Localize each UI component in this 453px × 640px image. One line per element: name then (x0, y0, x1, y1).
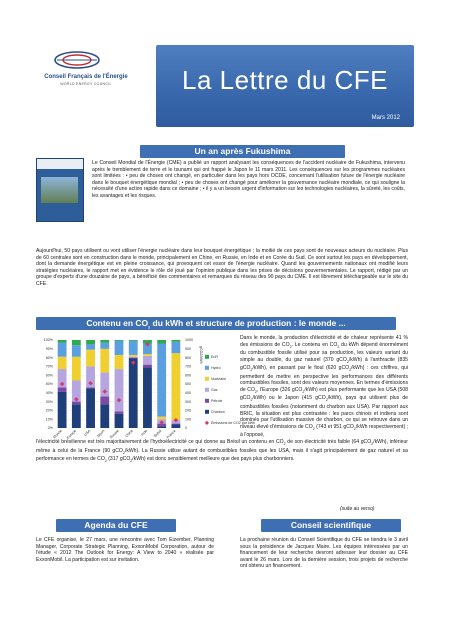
bar-segment-charbon (72, 404, 81, 428)
legend-label: Gaz (211, 388, 218, 392)
newsletter-title: La Lettre du CFE (182, 65, 388, 95)
y-tick-right: 400 (185, 391, 191, 395)
y-tick-left: 30% (45, 399, 53, 404)
bar-segment-enr (58, 340, 67, 343)
y-tick-left: 10% (45, 417, 53, 422)
y-tick-left: 100% (43, 338, 53, 343)
y-tick-left: 90% (45, 347, 53, 351)
bar-segment-charbon (115, 414, 124, 428)
x-tick-label: USA (83, 428, 92, 437)
section-title-agenda: Agenda du CFE (56, 519, 176, 532)
y-tick-left: 50% (45, 382, 53, 387)
legend-swatch (205, 388, 209, 392)
legend-swatch (205, 399, 209, 403)
co2-structure-chart (33, 336, 256, 446)
y-tick-left: 80% (45, 355, 53, 360)
legend-swatch (205, 410, 209, 414)
bar-segment-hydro (100, 343, 109, 349)
y-tick-left: 60% (45, 373, 53, 378)
bar-segment-pétrole (86, 388, 95, 389)
contenu-text-full: l'électricité brésilienne est très majoritairement de l'hydroélectricité ce qui donne au Brésil un contenu en $CO_2$ de son électricité très faible (64 gCO$_2$/kWh), inférieur même à celui de la France (90 gCO$_2$/kWh). La Russie utilise autant de combustibles fossiles que les USA, mais il s'agit principalement de gaz naturel et sa performance en termes de $CO_2$ (317 gCO$_2$/kWh) est donc sensiblement meilleure que des pays plus charbonniers. (36, 439, 409, 464)
bar-segment-nucléaire (157, 417, 166, 420)
legend-label: Charbon (211, 410, 225, 414)
y-tick-left: 70% (45, 364, 53, 369)
bar-segment-charbon (58, 392, 67, 428)
bar-segment-nucléaire (143, 354, 152, 356)
conseil-text: La prochaine réunion du Conseil Scientifique du CFE se tiendra le 3 avril sous la présidence de Jacques Maire. Les équipes intéressées par un financement de leur recherche devront adresser leur dossier au CFE avant le 26 mars. Lors de la dernière session, trois projets de recherche ont obtenu un financement. (240, 537, 408, 570)
x-tick-label: Chine (124, 428, 134, 439)
bar-segment-pétrole (100, 396, 109, 404)
bar-segment-enr (129, 340, 138, 341)
bar-segment-hydro (115, 341, 124, 355)
bar-segment-enr (115, 340, 124, 341)
bar-segment-enr (171, 340, 180, 342)
x-tick-label: Europe (66, 428, 78, 440)
x-tick-label: Inde (140, 428, 149, 437)
legend-swatch (205, 355, 209, 359)
bar-segment-pétrole (58, 388, 67, 392)
bar-segment-pétrole (171, 424, 180, 425)
y-tick-right: 600 (185, 373, 191, 378)
y-tick-left: 40% (45, 391, 53, 395)
bar-segment-gaz (143, 356, 152, 365)
y-tick-right: 500 (185, 382, 191, 387)
title-banner (156, 45, 414, 127)
bar-segment-enr (86, 340, 95, 344)
section-title-conseil: Conseil scientifique (261, 519, 401, 532)
bar-segment-charbon (129, 358, 138, 428)
legend-label: Hydro (211, 366, 221, 370)
bar-segment-pétrole (72, 402, 81, 405)
y-tick-right: 800 (185, 355, 191, 360)
org-subtitle: WORLD ENERGY COUNCIL (60, 82, 112, 86)
y-tick-right: 0 (185, 426, 187, 431)
bar-segment-nucléaire (100, 349, 109, 373)
bar-segment-nucléaire (86, 350, 95, 367)
bar-segment-nucléaire (115, 355, 124, 369)
bar-segment-pétrole (129, 358, 138, 359)
bar-segment-gaz (129, 357, 138, 358)
bar-segment-pétrole (115, 411, 124, 414)
x-tick-label: Brésil (153, 428, 163, 439)
legend-label: Nucléaire (211, 377, 227, 381)
section-title-contenu: Contenu en $CO_2$ du kWh et structure de production : le monde ... (36, 317, 396, 330)
y-tick-right: 100 (185, 417, 191, 422)
bar-segment-enr (100, 340, 109, 343)
y-tick-right: 700 (185, 364, 191, 369)
legend-swatch (205, 366, 209, 370)
legend-swatch (205, 421, 209, 425)
y-axis-right-label: gCO2/kWh (199, 346, 203, 364)
x-tick-label: Japon (95, 428, 106, 439)
bar-segment-enr (72, 340, 81, 345)
bar-segment-charbon (171, 424, 180, 428)
bar-segment-nucléaire (129, 355, 138, 357)
legend-label: EnR (211, 355, 218, 359)
bar-segment-nucléaire (58, 357, 67, 369)
x-tick-label: Russie (109, 428, 120, 440)
legend-swatch (205, 377, 209, 381)
y-tick-right: 300 (185, 399, 191, 404)
bar-segment-hydro (157, 344, 166, 417)
suite-au-verso: (suite au verso) (340, 506, 375, 512)
y-tick-right: 900 (185, 347, 191, 351)
contenu-text-right: Dans le monde, la production d'électricité et de chaleur représente 41 % des émissions de $CO_2$. Le contenu en $CO_2$ du kWh dépend énormément du combustible fossile utilisé pour sa production, les valeurs variant du simple au double, du gaz naturel (370 gCO$_2$/kWh) à l'anthracite (835 gCO$_2$/kWh), en passant par le fioul (620 gCO$_2$/kWh) : ces chiffres, qui permettent de mettre en perspective les performances des différents combustibles fossiles, sont des valeurs moyennes. En termes d'émissions de $CO_2$, l'Europe (326 gCO$_2$/kWh) est plus performante que les USA (508 gCO$_2$/kWh) ou le Japon (415 gCO$_2$/kWh), pays qui utilisent plus de combustibles fossiles (notamment du charbon aux USA). Par rapport aux BRIC, la situation est plus contrastée : les parcs chinois et indiens sont dominés par l'utilisation massive de charbon, ce qui se retrouve dans un niveau élevé d'émissions de $CO_2$ (743 et 951 gCO$_2$/kWh respectivement) ; à l'opposé, (240, 335, 409, 439)
y-tick-right: 200 (185, 408, 191, 413)
bar-segment-charbon (100, 404, 109, 428)
bar-segment-hydro (129, 341, 138, 355)
section-title-fukushima: Un an après Fukushima (140, 145, 345, 158)
y-tick-left: 20% (45, 408, 53, 413)
y-tick-right: 1000 (185, 338, 193, 343)
bar-segment-charbon (143, 367, 152, 428)
bar-segment-pétrole (143, 365, 152, 368)
report-cover-thumbnail[interactable] (36, 158, 84, 222)
bar-segment-hydro (58, 343, 67, 357)
bar-segment-hydro (72, 345, 81, 356)
bar-segment-hydro (171, 342, 180, 353)
org-name: Conseil Français de l'Énergie (44, 74, 128, 80)
bar-segment-charbon (157, 426, 166, 428)
fukushima-body: Aujourd'hui, 50 pays utilisent ou vont utiliser l'énergie nucléaire dans leur bouquet énergétique ; la moitié de ces pays sont de nouveaux acteurs du nucléaire. Plus de 60 centrales sont en construction dans le monde, principalement en Chine, en Russie, en Inde et en Corée du Sud. Ce sont surtout les pays en développement, dont la demande énergétique est en pleine croissance, qui provoquent cet essor de l'énergie nucléaire. Quand les gouvernements nationaux ont modifié leurs stratégies nucléaires, le rapport met en évidence le rôle clé joué par l'opinion publique dans les prises de décisions gouvernementales. Le rapport, rédigé par un groupe d'experts d'une douzaine de pays, a bénéficié des commentaires et remarques du réseau des 90 pays du CME. Il est librement téléchargeable sur le site du CFE. (36, 248, 408, 287)
x-tick-label: Monde (52, 428, 63, 440)
legend-label: Pétrole (211, 399, 223, 403)
bar-segment-gaz (115, 369, 124, 411)
x-tick-label: France (165, 428, 177, 440)
issue-date: Mars 2012 (371, 115, 400, 121)
agenda-text: Le CFE organise, le 27 mars, une rencontre avec Tom Eizember, Planning Manager, Corporate Strategic Planning, ExxonMobil Corporation, autour de l'étude « 2012 The Outlook for Energy: A View to 2040 » réalisée par ExxonMobil. La participation est sur invitation. (36, 537, 214, 563)
bar-segment-nucléaire (72, 357, 81, 381)
fukushima-intro: Le Conseil Mondial de l'Énergie (CME) a publié un rapport analysant les conséquences de l'accident nucléaire de Fukushima, intervenu après le tremblement de terre et le tsunami qui ont frappé le Japon le 11 mars 2011. Les conséquences sur les programmes nucléaires sont limitées : • peu de choses ont changé, en particulier dans les pays hors OCDE, concernant l'utilisation future de l'énergie nucléaire dans le bouquet énergétique mondial ; • peu de choses ont changé pour améliorer la gouvernance nucléaire mondiale, ce qui souligne la nécessité d'une action rapide dans ce domaine ; • il y a un besoin urgent d'information sur les technologies nucléaires, la sûreté, les coûts, les avantages et les risques. (92, 160, 405, 199)
bar-segment-nucléaire (171, 353, 180, 420)
bar-segment-charbon (86, 388, 95, 428)
bar-segment-enr (157, 340, 166, 344)
cfe-logo-icon (52, 50, 102, 70)
bar-segment-hydro (86, 344, 95, 349)
y-tick-left: 0% (47, 426, 53, 431)
legend-label: Émissions de CO2 par kWh (211, 421, 256, 425)
